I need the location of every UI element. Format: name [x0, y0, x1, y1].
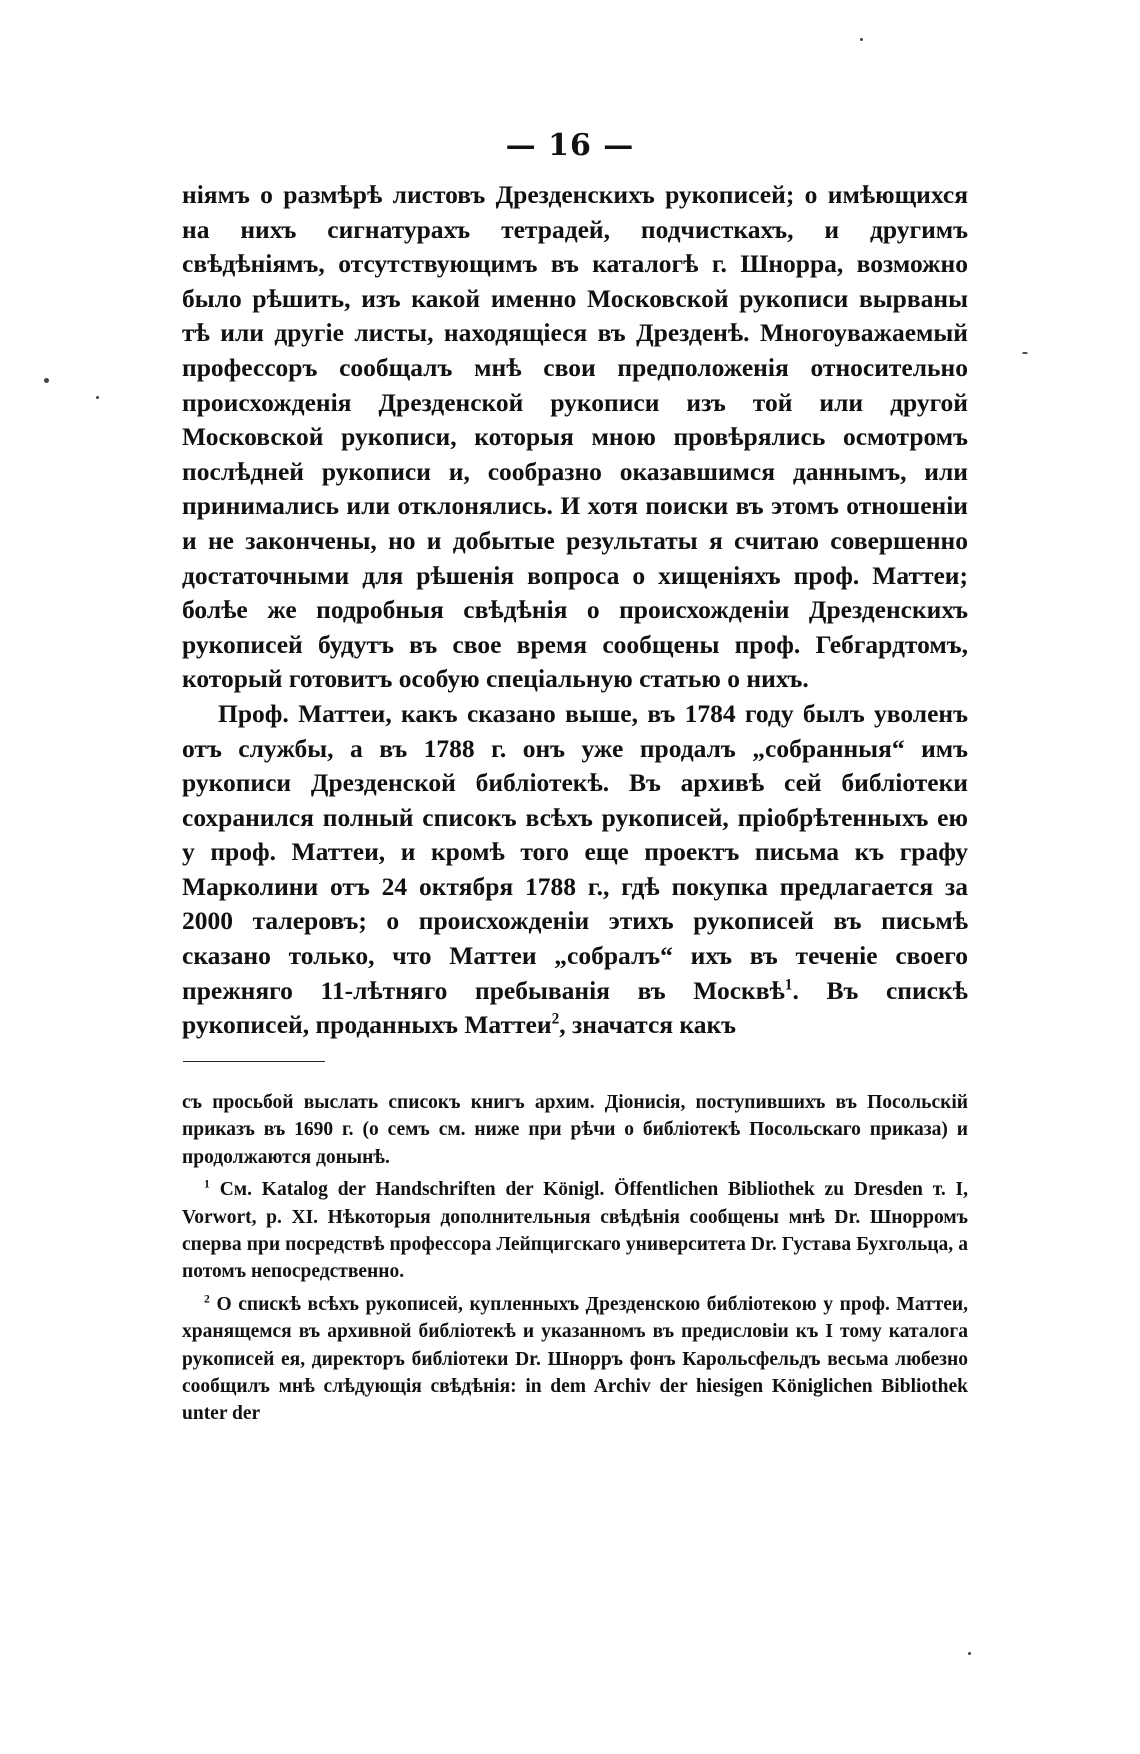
footnote-text: О спискѣ всѣхъ рукописей, купленныхъ Дрезденскою библіотекою у проф. Маттеи, хранящемся въ архивной библіотекѣ и указанномъ въ предисловіи къ I тому каталога рукописей ея, директоръ библіотеки Dr. Шнорръ фонъ Карольсфельдъ весьма любезно сообщилъ мнѣ слѣдующія свѣдѣнія: in dem Archiv der hiesigen Königlichen Bibliothek unter der [182, 1293, 968, 1425]
footnote-number: 1 [204, 1177, 210, 1191]
footnote-number: 2 [204, 1292, 210, 1306]
paragraph-text: . Въ спискѣ рукописей, проданныхъ Маттеи [182, 975, 968, 1040]
paragraph [182, 697, 968, 1043]
footnotes [182, 1089, 968, 1433]
footnote-continuation: съ просьбой выслать списокъ книгъ архим. Діонисія, поступившихъ въ Посольскій приказъ въ 1690 г. (о семъ см. ниже при рѣчи о библіотекѣ Посольскаго приказа) и продолжаются донынѣ. [182, 1092, 968, 1168]
main-text [182, 178, 968, 1043]
footnote-text: См. Katalog der Handschriften der Königl. Öffentlichen Bibliothek zu Dresden т. I, Vorwort, p. XI. Нѣкоторыя дополнительныя свѣдѣнія сообщены мнѣ Dr. Шнорромъ сперва при посредствѣ профессора Лейпцигскаго университета Dr. Густава Бухгольца, а потомъ непосредственно. [182, 1179, 969, 1283]
paragraph: ніямъ о размѣрѣ листовъ Дрезденскихъ рукописей; о имѣющихся на нихъ сигнатурахъ тетрадей, подчисткахъ, и другимъ свѣдѣніямъ, отсутствующимъ въ каталогѣ г. Шнорра, возможно было рѣшить, изъ какой именно Московской рукописи вырваны тѣ или другіе листы, находящіеся въ Дрезденѣ. Многоуважаемый профессоръ сообщалъ мнѣ свои предположенія относительно происхожденія Дрезденской рукописи изъ той или другой Московской рукописи, которыя мною провѣрялись осмотромъ послѣдней рукописи и, сообразно оказавшимся даннымъ, или принимались или отклонялись. И хотя поиски въ этомъ отношеніи и не закончены, но и добытые результаты я считаю совершенно достаточными для рѣшенія вопроса о хищеніяхъ проф. Маттеи; болѣе же подробныя свѣдѣнія о происхожденіи Дрезденскихъ рукописей будутъ въ свое время сообщены проф. Гебгардтомъ, который готовитъ особую спеціальную статью о нихъ. [182, 180, 968, 694]
footnote-marker: 2 [551, 1010, 560, 1028]
scan-speck [968, 1652, 971, 1655]
footnote-marker: 1 [784, 976, 793, 994]
paragraph-text: , значатся какъ [559, 1010, 737, 1040]
scan-speck [44, 378, 49, 383]
footnote [182, 1176, 968, 1286]
footnote-divider [183, 1061, 325, 1062]
scan-speck [860, 38, 863, 41]
page-number: — 16 — [505, 128, 635, 163]
scan-speck [1022, 352, 1028, 354]
paragraph-text: Проф. Маттеи, какъ сказано выше, въ 1784 году былъ уволенъ отъ службы, а въ 1788 г. онъ уже продалъ „собранныя“ имъ рукописи Дрезденской библіотекѣ. Въ архивѣ сей библіотеки сохранился полный списокъ всѣхъ рукописей, пріобрѣтенныхъ ею у проф. Маттеи, и кромѣ того еще проектъ письма къ графу Марколини отъ 24 октября 1788 г., гдѣ покупка предлагается за 2000 талеровъ; о происхожденіи этихъ рукописей въ письмѣ сказано только, что Маттеи „собралъ“ ихъ въ теченіе своего прежняго 11-лѣтняго пребыванія въ Москвѣ [182, 698, 968, 1005]
footnote [182, 1291, 968, 1428]
scan-speck [96, 396, 99, 399]
